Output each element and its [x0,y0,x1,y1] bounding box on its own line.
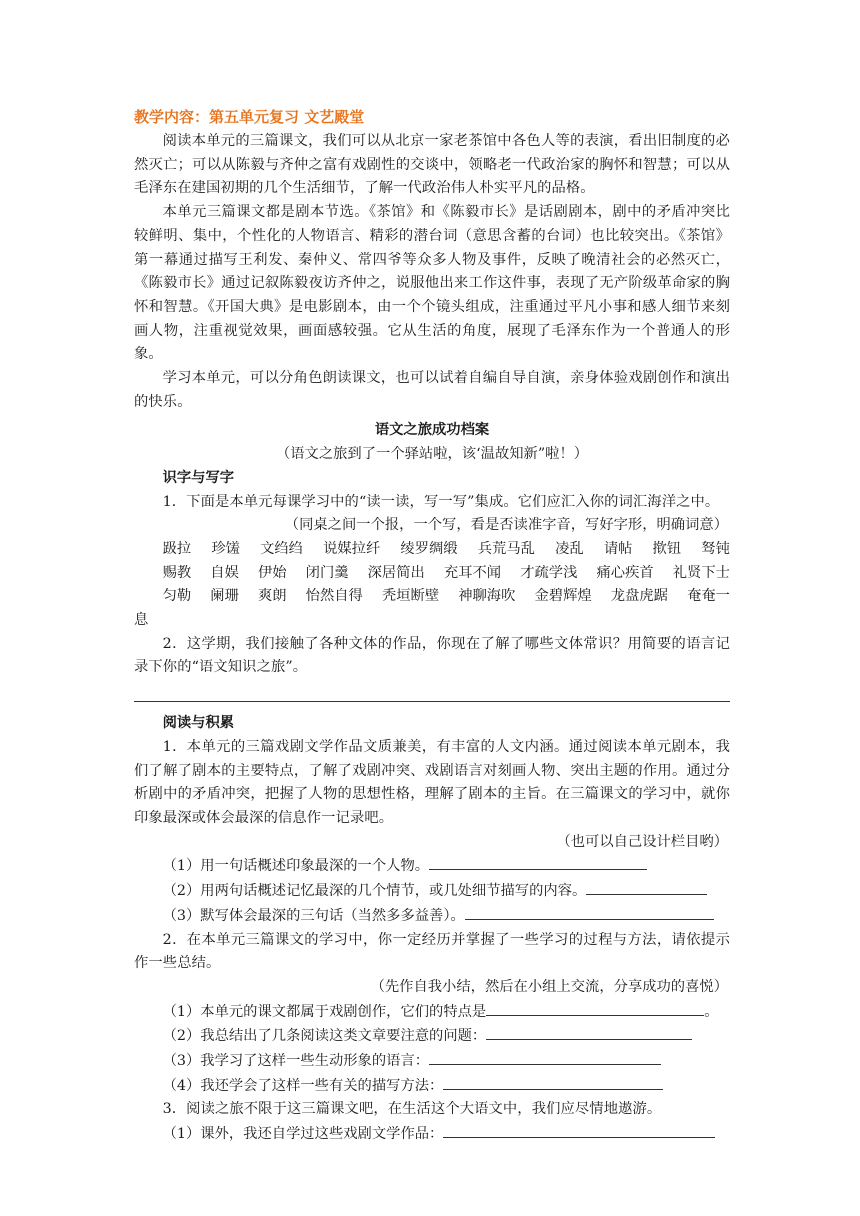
answer-blank[interactable] [429,1049,661,1065]
answer-blank[interactable] [429,854,647,870]
intro-paragraph-3: 学习本单元，可以分角色朗读课文，也可以试着自编自导自演，亲身体验戏剧创作和演出的快乐。 [134,370,730,410]
vocabulary-word: 文绉绉 [260,540,303,557]
vocabulary-word: 金碧辉煌 [534,588,592,605]
vocabulary-word: 趿拉 [162,540,192,557]
vocabulary-word: 绫罗绸缎 [400,540,458,557]
vocabulary-word: 请帖 [603,540,633,557]
vocabulary-word: 阑珊 [210,588,239,605]
reading-q1-item-2 [134,879,730,904]
vocabulary-word: 匀勒 [162,588,192,605]
archive-heading: 语文之旅成功档案 [374,422,490,439]
vocabulary-row [163,562,730,586]
answer-blank[interactable] [586,879,707,895]
literacy-question-2: 2．这学期，我们接触了各种文体的作品，你现在了解了哪些文体常识？用简要的语言记录下你的“语文知识之旅”。 [134,635,730,676]
answer-blank[interactable] [465,904,714,920]
vocabulary-word: 珍馐 [211,540,240,557]
item-end: 。 [704,1003,719,1020]
vocabulary-word: 怡然自得 [305,588,363,605]
reading-q3-item-1 [134,1122,730,1147]
reading-question-1-hint: （也可以自己设计栏目哟） [556,833,728,850]
reading-q1-item-3 [134,904,730,929]
literacy-question-1-hint: （同桌之间一个报，一个写，看是否读准字音，写好字形，明确词意） [284,517,728,534]
item-text: （1）本单元的课文都属于戏剧创作，它们的特点是 [162,1003,487,1020]
vocabulary-word: 充耳不闻 [443,564,502,581]
item-text: （2）用两句话概述记忆最深的几个情节，或几处细节描写的内容。 [162,883,587,900]
lesson-title: 教学内容：第五单元复习 文艺殿堂 [134,108,365,126]
reading-q1-item-1 [134,854,730,879]
literacy-question-1: 1．下面是本单元每课学习中的“读一读，写一写”集成。它们应汇入你的词汇海洋之中。 [162,493,720,510]
reading-q2-item-4 [134,1074,730,1099]
vocabulary-word: 兵荒马乱 [477,540,535,557]
answer-blank[interactable] [486,1024,692,1040]
vocabulary-word: 奄奄一 [687,588,730,605]
vocabulary-word: 闭门羹 [305,564,349,581]
reading-question-1: 1．本单元的三篇戏剧文学作品文质兼美，有丰富的人文内涵。通过阅读本单元剧本，我们了解了剧本的主要特点，了解了戏剧冲突、戏剧语言对刻画人物、突出主题的作用。通过分析剧中的矛盾冲突，把握了人物的思想性格，理解了剧本的主旨。在三篇课文的学习中，就你印象最深或体会最深的信息作一记录吧。 [134,738,730,826]
vocabulary-word: 礼贤下士 [672,564,730,581]
vocabulary-word: 驽钝 [701,540,730,557]
vocabulary-word: 深居简出 [367,564,425,581]
item-text: （3）我学习了这样一些生动形象的语言： [162,1053,430,1070]
item-text: （1）用一句话概述印象最深的一个人物。 [162,858,430,875]
reading-q2-item-3 [134,1049,730,1074]
vocabulary-word: 秃垣断壁 [381,588,440,605]
reading-question-3: 3．阅读之旅不限于这三篇课文吧，在生活这个大语文中，我们应尽情地遨游。 [162,1101,662,1118]
vocabulary-word: 赐教 [162,564,192,581]
vocabulary-word: 自娱 [210,564,239,581]
intro-paragraph-1: 阅读本单元的三篇课文，我们可以从北京一家老茶馆中各色人等的表演，看出旧制度的必然灭亡；可以从陈毅与齐仲之富有戏剧性的交谈中，领略老一代政治家的胸怀和智慧；可以从毛泽东在建国初期的几个生活细节，了解一代政治伟人朴实平凡的品格。 [134,133,730,197]
vocabulary-word: 爽朗 [257,588,287,605]
vocabulary-list [134,538,730,609]
reading-q2-item-1 [134,1000,730,1025]
vocabulary-word-tail: 息 [134,612,149,629]
vocabulary-row [163,585,730,609]
item-text: （1）课外，我还自学过这些戏剧文学作品： [162,1126,444,1143]
section-heading-reading: 阅读与积累 [162,715,235,732]
reading-q2-item-2 [134,1024,730,1049]
vocabulary-word: 伊始 [257,564,287,581]
vocabulary-word: 才疏学浅 [520,564,578,581]
vocabulary-word: 痛心疾首 [596,564,654,581]
item-text: （3）默写体会最深的三句话（当然多多益善）。 [162,907,465,924]
answer-blank[interactable] [443,1122,715,1138]
reading-question-2-hint: （先作自我小结，然后在小组上交流，分享成功的喜悦） [370,978,728,995]
archive-subheading: （语文之旅到了一个驿站啦，该‘温故知新”啦！） [275,446,589,463]
vocabulary-row [163,538,730,562]
vocabulary-word: 说媒拉纤 [323,540,381,557]
intro-paragraph-2: 本单元三篇课文都是剧本节选。《茶馆》和《陈毅市长》是话剧剧本，剧中的矛盾冲突比较鲜明、集中，个性化的人物语言、精彩的潜台词（意思含蓄的台词）也比较突出。《茶馆》第一幕通过描写王利发、秦仲义、常四爷等众多人物及事件，反映了晚清社会的必然灭亡，《陈毅市长》通过记叙陈毅夜访齐仲之，说服他出来工作这件事，表现了无产阶级革命家的胸怀和智慧。《开国大典》是电影剧本，由一个个镜头组成，注重通过平凡小事和感人细节来刻画人物，注重视觉效果，画面感较强。它从生活的角度，展现了毛泽东作为一个普通人的形象。 [134,204,730,363]
vocabulary-word: 揿钮 [652,540,682,557]
item-text: （2）我总结出了几条阅读这类文章要注意的问题： [162,1028,487,1045]
vocabulary-word: 龙盘虎踞 [610,588,668,605]
vocabulary-word: 凌乱 [555,540,584,557]
vocabulary-word: 神聊海吹 [458,588,516,605]
answer-blank[interactable] [443,1074,663,1090]
answer-line-divider [134,701,730,702]
section-heading-literacy: 识字与写字 [162,469,235,486]
answer-blank[interactable] [486,1000,704,1016]
reading-question-2: 2．在本单元三篇课文的学习中，你一定经历并掌握了一些学习的过程与方法，请依提示作一些总结。 [134,931,730,972]
item-text: （4）我还学会了这样一些有关的描写方法： [162,1077,444,1094]
